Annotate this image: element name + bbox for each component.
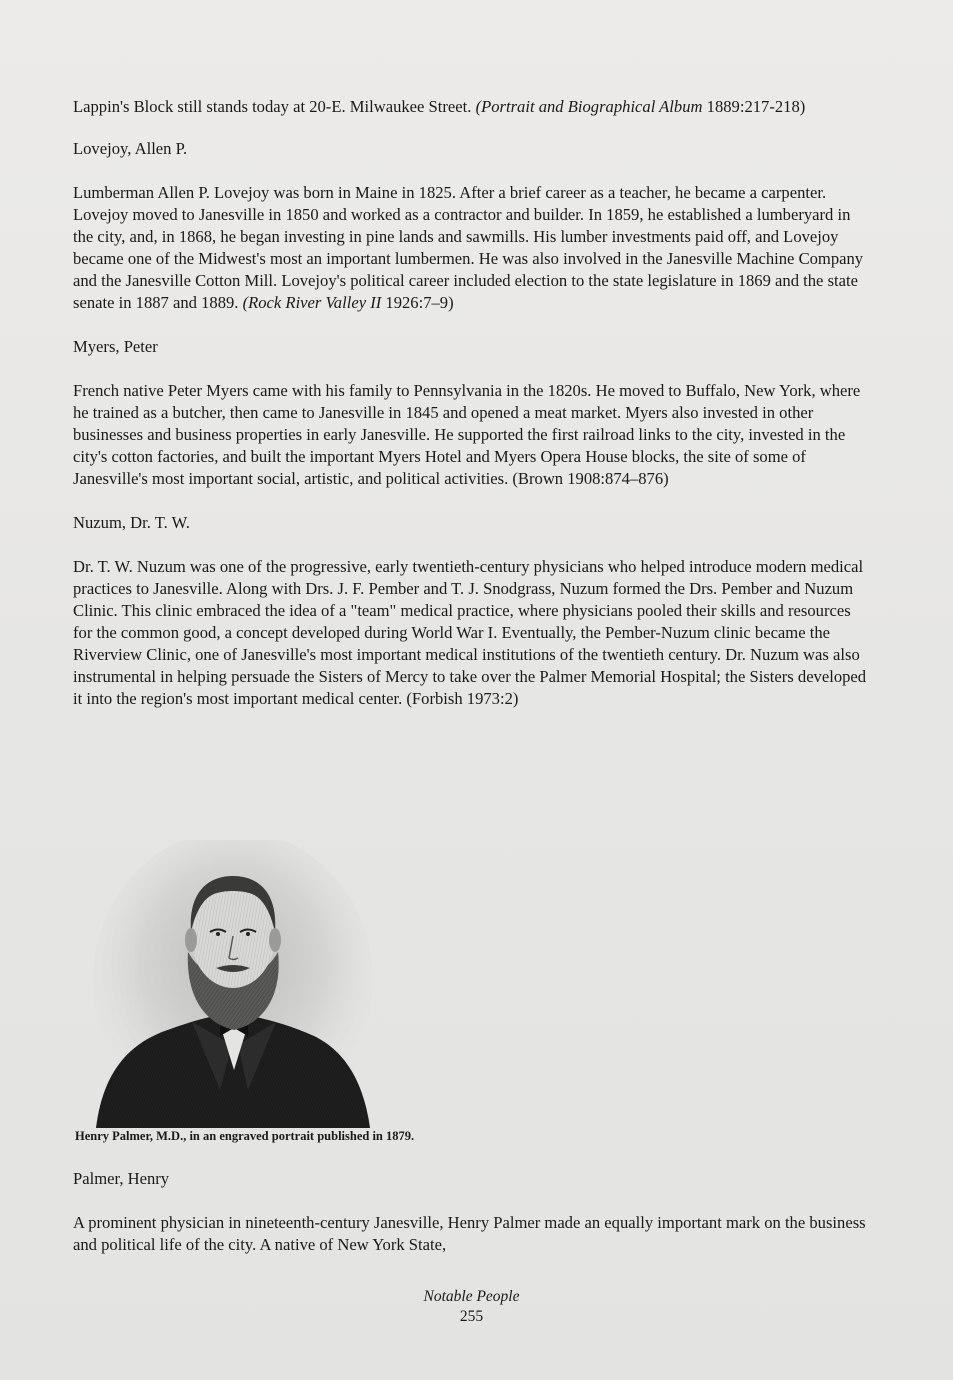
footer-section-title: Notable People — [423, 1288, 520, 1305]
entry-heading: Myers, Peter — [73, 337, 158, 356]
entry-palmer — [73, 1168, 873, 1256]
continuation-citation-rest: 1889:217-218) — [702, 97, 806, 116]
entry-heading: Lovejoy, Allen P. — [73, 139, 188, 158]
entry-body: Dr. T. W. Nuzum was one of the progressive, early twentieth-century physicians who helped introduce modern medical practices to Janesville. Along with Drs. J. F. Pember and T. J. Snodgrass, Nuzum formed the Drs. Pember and Nuzum Clinic. This clinic embraced the idea of a "team" medical practice, where physicians pooled their skills and resources for the common good, a concept developed during World War I. Eventually, the Pember-Nuzum clinic became the Riverview Clinic, one of Janesville's most important medical institutions of the twentieth century. Dr. Nuzum was also instrumental in helping persuade the Sisters of Mercy to take over the Palmer Memorial Hospital; the Sisters developed it into the region's most important medical center. (Forbish 1973:2) — [73, 557, 867, 708]
entry-citation-rest: 1926:7–9) — [381, 293, 454, 312]
entry-body: French native Peter Myers came with his family to Pennsylvania in the 1820s. He moved to Buffalo, New York, where he trained as a butcher, then came to Janesville in 1845 and opened a meat market. Myers also invested in other businesses and business properties in early Janesville. He supported the first railroad links to the city, invested in the city's cotton factories, and built the important Myers Hotel and Myers Opera House blocks, the site of some of Janesville's most important social, artistic, and political activities. (Brown 1908:874–876) — [73, 381, 861, 488]
main-text — [73, 96, 873, 732]
entry-lovejoy — [73, 138, 873, 314]
continuation-text: Lappin's Block still stands today at 20-E. Milwaukee Street. — [73, 97, 476, 116]
portrait-engraving — [92, 840, 374, 1128]
entry-nuzum — [73, 512, 873, 710]
portrait-caption: Henry Palmer, M.D., in an engraved portrait published in 1879. — [75, 1129, 415, 1143]
entry-body — [73, 182, 873, 314]
entry-body-text: Lumberman Allen P. Lovejoy was born in Maine in 1825. After a brief career as a teacher, he became a carpenter. Lovejoy moved to Janesville in 1850 and worked as a contractor and builder. In 1859, he established a lumberyard in the city, and, in 1868, he began investing in pine lands and sawmills. His lumber investments paid off, and Lovejoy became one of the Midwest's most an important lumbermen. He was also involved in the Janesville Machine Company and the Janesville Cotton Mill. Lovejoy's political career included election to the state legislature in 1869 and the state senate in 1887 and 1889. — [73, 183, 864, 312]
entry-myers — [73, 336, 873, 490]
continuation-citation: (Portrait and Biographical Album — [475, 97, 703, 116]
entry-heading: Palmer, Henry — [73, 1169, 170, 1188]
entry-heading: Nuzum, Dr. T. W. — [73, 513, 190, 532]
entry-body: A prominent physician in nineteenth-century Janesville, Henry Palmer made an equally important mark on the business and political life of the city. A native of New York State, — [73, 1213, 866, 1254]
page-footer — [0, 1287, 943, 1327]
page-number: 255 — [459, 1308, 484, 1325]
continuation-paragraph — [73, 96, 873, 118]
entry-citation: (Rock River Valley II — [242, 293, 382, 312]
